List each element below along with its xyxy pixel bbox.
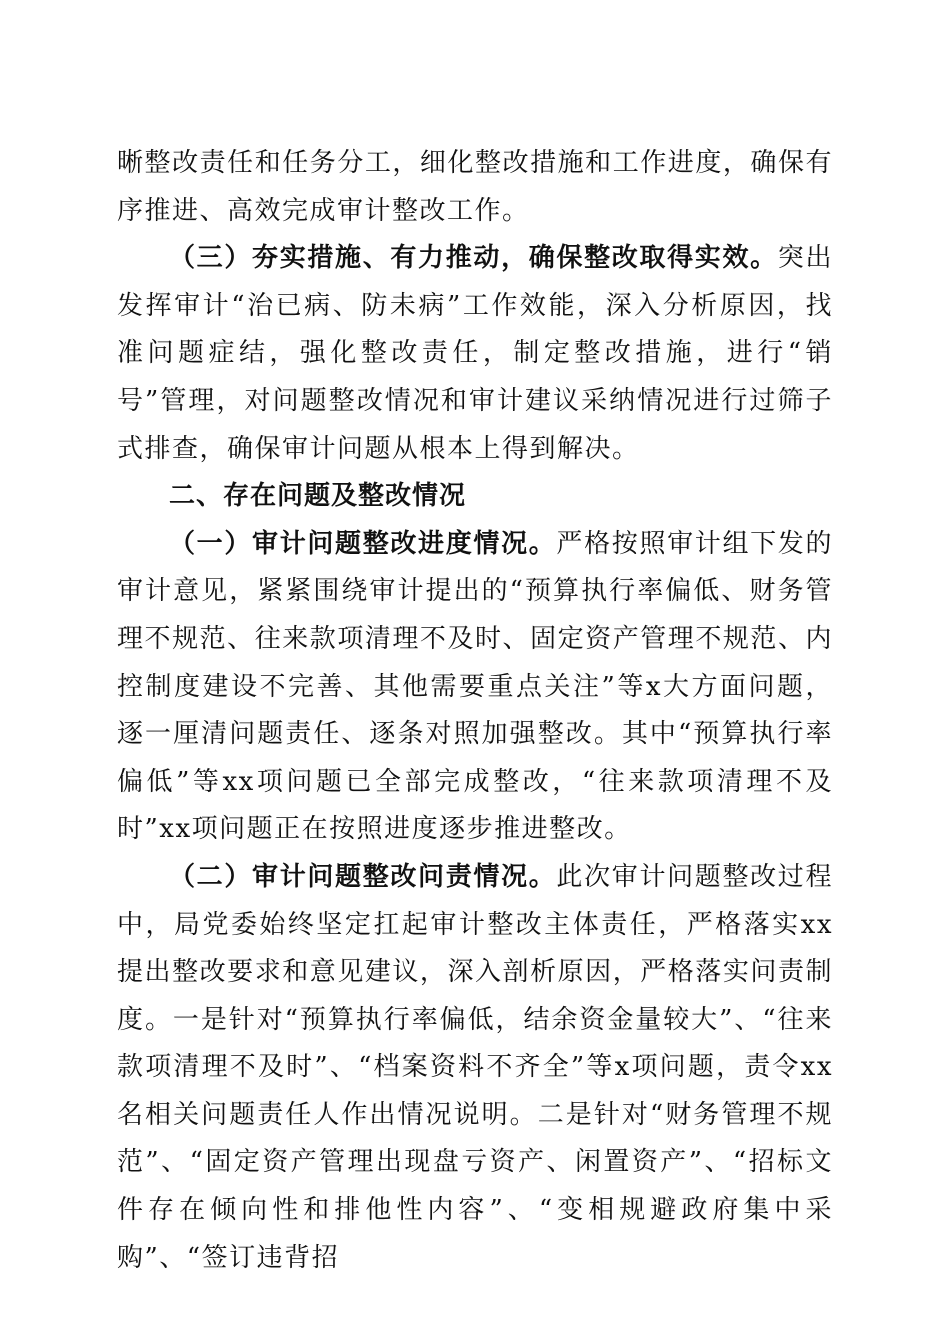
paragraph-lead: （三）夯实措施、有力推动，确保整改取得实效。 [169,243,778,274]
paragraph-text: 此次审计问题整改过程中，局党委始终坚定扛起审计整改主体责任，严格落实xx提出整改要求和意见建议，深入剖析原因，严格落实问责制度。一是针对“预算执行率偏低，结余资金量较大”、“往来款项清理不及时”、“档案资料不齐全”等x项问题，责令xx名相关问题责任人作出情况说明。二是针对“财务管理不规范”、“固定资产管理出现盘亏资产、闲置资产”、“招标文件存在倾向性和排他性内容”、“变相规避政府集中采购”、“签订违背招 [117,861,833,1273]
document-page [117,140,833,1282]
paragraph-continuation [117,140,833,235]
paragraph-text: 严格按照审计组下发的审计意见，紧紧围绕审计提出的“预算执行率偏低、财务管理不规范、往来款项清理不及时、固定资产管理不规范、内控制度建设不完善、其他需要重点关注”等x大方面问题，逐一厘清问题责任、逐条对照加强整改。其中“预算执行率偏低”等xx项问题已全部完成整改，“往来款项清理不及时”xx项问题正在按照进度逐步推进整改。 [117,528,833,845]
paragraph-section-3 [117,235,833,473]
paragraph-text: 晰整改责任和任务分工，细化整改措施和工作进度，确保有序推进、高效完成审计整改工作。 [117,148,833,226]
paragraph-text: 突出发挥审计“治已病、防未病”工作效能，深入分析原因，找准问题症结，强化整改责任，制定整改措施，进行“销号”管理，对问题整改情况和审计建议采纳情况进行过筛子式排查，确保审计问题从根本上得到解决。 [117,243,833,464]
paragraph-subsection-2 [117,854,833,1282]
paragraph-lead: （一）审计问题整改进度情况。 [169,528,557,559]
section-heading: 二、存在问题及整改情况 [169,481,467,512]
paragraph-lead: （二）审计问题整改问责情况。 [169,861,557,892]
paragraph-subsection-1 [117,521,833,854]
